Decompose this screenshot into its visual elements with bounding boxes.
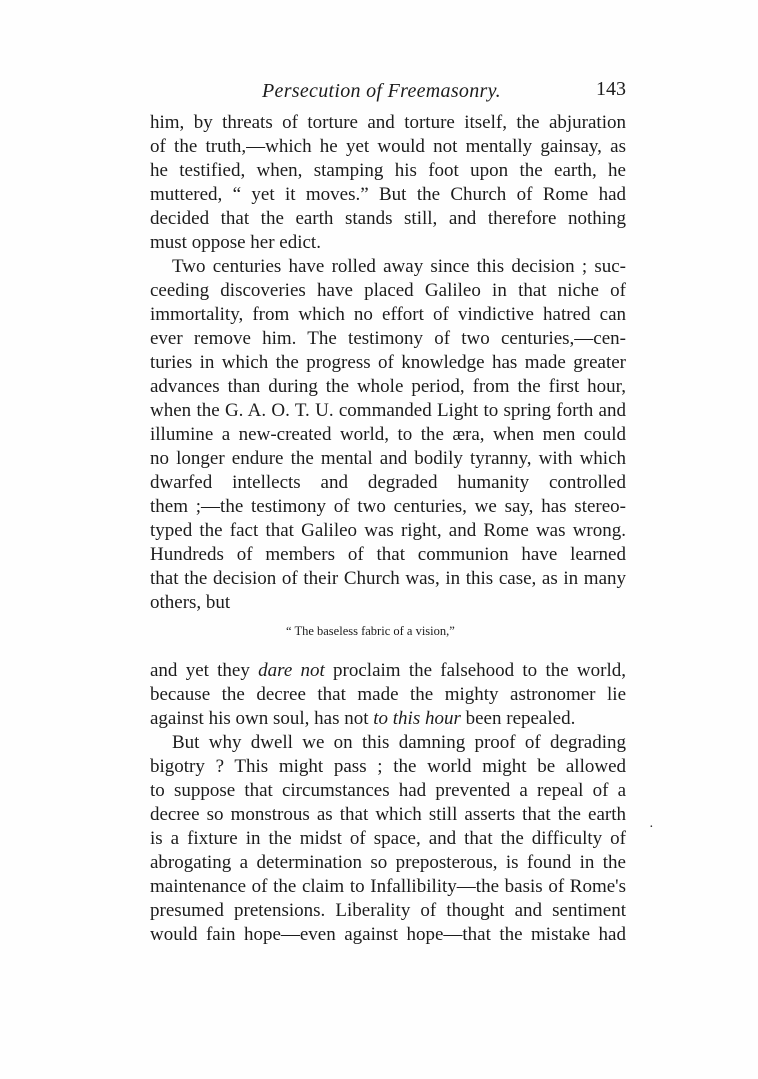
text-line: would fain hope—even against hope—that the mistake had [150,924,626,945]
text-line: others, but [150,592,231,613]
text-line: decided that the earth stands still, and therefore nothing [150,208,626,229]
text-line: him, by threats of torture and torture itself, the abjuration [150,112,626,133]
text-line: that the decision of their Church was, in this case, as in many [150,568,626,589]
page-header [150,76,626,108]
text-run: against his own soul, has not [150,708,374,729]
text-run: proclaim the falsehood to the world, [324,660,626,681]
text-line: ceeding discoveries have placed Galileo in that niche of [150,280,626,301]
body-text [150,111,626,947]
text-line: abrogating a determination so preposterous, is found in the [150,852,626,873]
text-line: Two centuries have rolled away since this decision ; suc- [172,256,626,277]
text-line: must oppose her edict. [150,232,321,253]
text-line: immortality, from which no effort of vindictive hatred can [150,304,626,325]
text-line: when the G. A. O. T. U. commanded Light to spring forth and [150,400,626,421]
text-line: ever remove him. The testimony of two centuries,—cen- [150,328,626,349]
text-line: dwarfed intellects and degraded humanity controlled [150,472,626,493]
text-line: them ;—the testimony of two centuries, we say, has stereo- [150,496,626,517]
text-line: no longer endure the mental and bodily tyranny, with which [150,448,626,469]
text-line: maintenance of the claim to Infallibility—the basis of Rome's [150,876,626,897]
text-line: But why dwell we on this damning proof of degrading [172,732,626,753]
ink-speck: · [649,820,654,835]
text-run: been repealed. [460,708,576,729]
text-line: bigotry ? This might pass ; the world might be allowed [150,756,626,777]
text-run: and yet they [150,660,259,681]
text-line: decree so monstrous as that which still asserts that the earth [150,804,626,825]
text-line: because the decree that made the mighty astronomer lie [150,684,626,705]
text-line: to suppose that circumstances had prevented a repeal of a [150,780,626,801]
text-line: is a fixture in the midst of space, and that the difficulty of [150,828,626,849]
text-line [150,707,626,731]
text-line [150,659,626,683]
text-line: Hundreds of members of that communion have learned [150,544,626,565]
text-line: typed the fact that Galileo was right, and Rome was wrong. [150,520,626,541]
text-line: illumine a new-created world, to the æra, when men could [150,424,626,445]
text-line: presumed pretensions. Liberality of thought and sentiment [150,900,626,921]
text-line: turies in which the progress of knowledge has made greater [150,352,626,373]
emphasis: to this hour [373,708,461,729]
text-line: advances than during the whole period, from the first hour, [150,376,626,397]
emphasis: dare not [258,660,325,681]
running-title: Persecution of Freemasonry. [262,80,501,102]
text-line: of the truth,—which he yet would not mentally gainsay, as [150,136,626,157]
page-number: 143 [596,78,626,100]
block-quote: “ The baseless fabric of a vision,” [286,624,455,638]
text-line: muttered, “ yet it moves.” But the Church of Rome had [150,184,626,205]
text-line: he testified, when, stamping his foot upon the earth, he [150,160,626,181]
